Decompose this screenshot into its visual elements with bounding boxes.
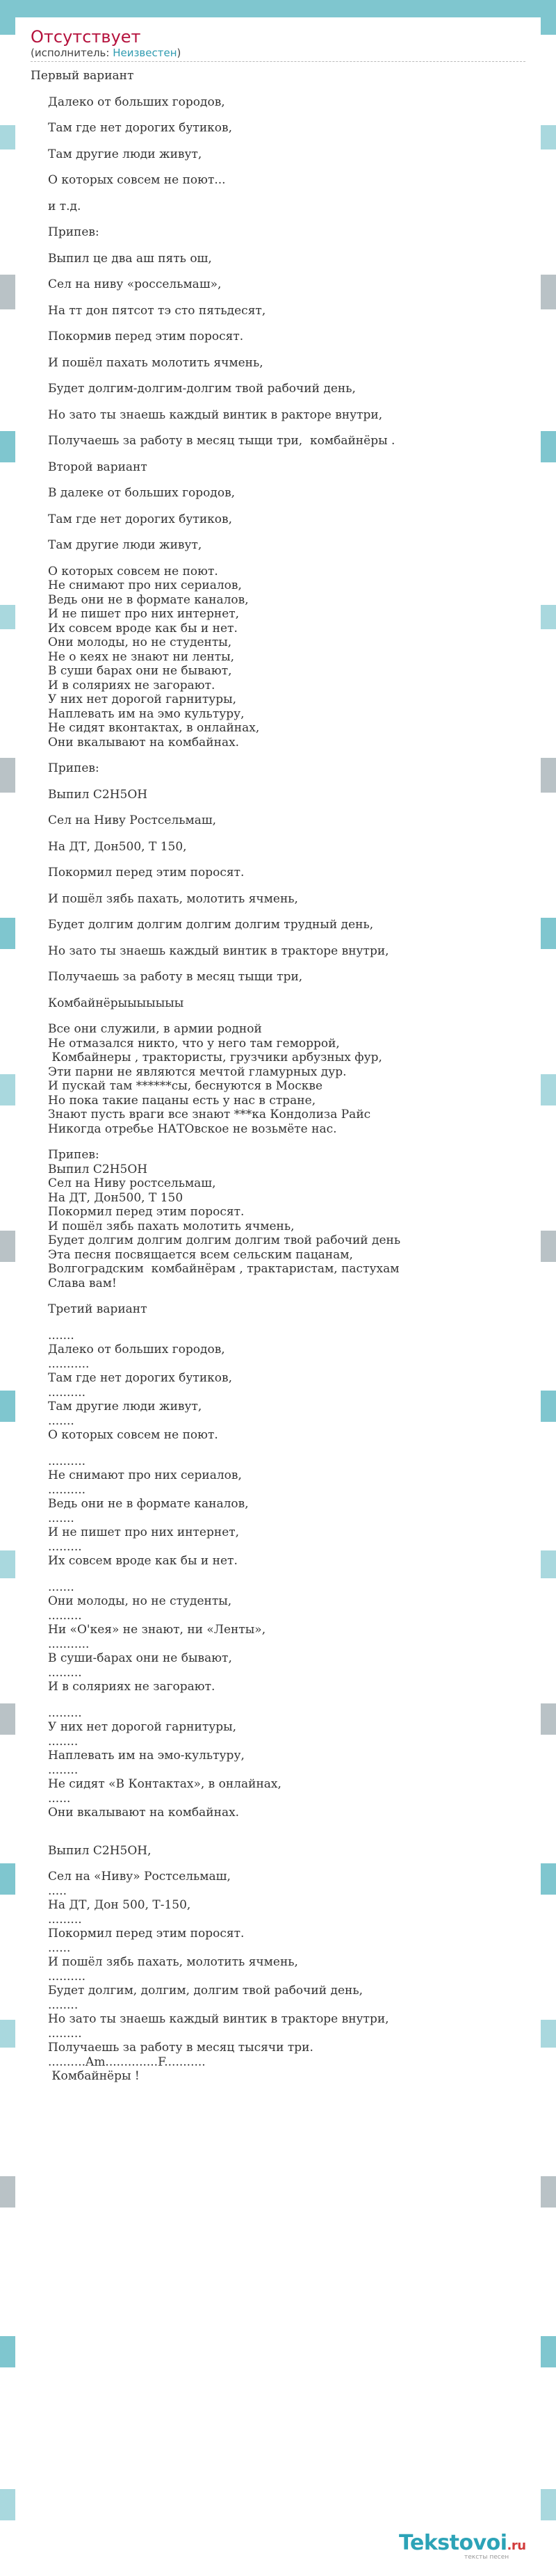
lyric-line: Припев: [48,1148,99,1162]
lyric-line: ..........Am..............F........... [48,2055,206,2069]
lyric-line [31,1136,527,1148]
lyric-line: Припев: [48,225,99,239]
lyric-line: Первый вариант [31,69,134,83]
lyric-line: Там где нет дорогих бутиков, [48,512,232,526]
lyric-line: Они молоды, но не студенты, [48,635,232,649]
logo-tld: .ru [507,2538,526,2553]
lyric-line: Не отмазался никто, что у него там геморрой, [48,1036,340,1051]
lyric-line: И не пишет про них интернет, [48,607,240,621]
lyric-line: На ДТ, Дон500, Т 150, [48,839,187,854]
lyric-line: ....... [48,1511,74,1525]
lyric-line: .......... [48,1454,86,1468]
lyric-line: Будет долгим, долгим, долгим твой рабочий день, [48,1984,363,1998]
lyric-line [31,266,527,277]
lyric-line [31,213,527,225]
lyric-line: Покормил перед этим поросят. [48,1205,245,1219]
lyric-line [31,370,527,382]
lyric-line: И не пишет про них интернет, [48,1525,240,1539]
lyric-line: ......... [48,1608,82,1623]
lyric-line [31,1694,527,1706]
lyric-line: Не о кеях не знают ни ленты, [48,649,235,664]
lyric-line: Они молоды, но не студенты, [48,1594,232,1608]
lyric-line: Сел на ниву «россельмаш», [48,277,222,291]
lyric-line: ......... [48,1912,82,1927]
lyric-line [31,240,527,252]
lyric-line: Наплевать им на эмо-культуру, [48,1749,245,1763]
song-title: Отсутствует [31,27,141,47]
lyric-line: И пошёл пахать молотить ячмень, [48,355,263,370]
lyric-line: Не сидят вконтактах, в онлайнах, [48,721,260,735]
logo-name: Tekstovoi [399,2531,507,2555]
lyric-line: Наплевать им на эмо культуру, [48,706,245,721]
lyric-line: Далеко от больших городов, [48,95,225,109]
lyric-line: Сел на «Ниву» Ростсельмаш, [48,1870,231,1884]
lyric-line: Второй вариант [48,460,147,474]
lyric-line: Не снимают про них сериалов, [48,578,242,592]
lyric-line: Сел на Ниву Ростсельмаш, [48,813,217,827]
lyric-line: Выпил С2Н5ОН, [48,1843,152,1858]
lyric-line [31,985,527,996]
lyrics-text [31,69,527,2084]
site-logo[interactable] [399,2533,526,2557]
lyric-line: Они вкалывают на комбайнах. [48,1806,240,1820]
lyric-line [31,1290,527,1302]
lyric-line: Покормив перед этим поросят. [48,330,244,343]
lyric-line: Покормил перед этим поросят. [48,1927,245,1941]
lyric-line: Выпил це два аш пять ош, [48,251,212,266]
lyric-line: ........ [48,1734,79,1749]
lyric-line: Комбайнёры ! [48,2069,140,2083]
lyric-line: Комбайнеры , трактористы, грузчики арбузных фур, [48,1051,382,1064]
lyric-line: Третий вариант [48,1302,147,1316]
artist-prefix: (исполнитель: [31,47,113,59]
lyric-line: ..... [48,1884,67,1898]
lyric-line: Ни «О'кея» не знают, ни «Ленты», [48,1623,266,1637]
lyric-line: Ведь они не в формате каналов, [48,592,249,607]
lyric-line: .......... [48,1969,86,1984]
lyric-line: Их совсем вроде как бы и нет. [48,1554,238,1568]
lyric-line [31,109,527,121]
lyric-line [31,750,527,761]
lyric-line: Но зато ты знаешь каждый винтик в ракторе внутри, [48,407,383,422]
lyric-line: ........... [48,1356,90,1371]
lyric-line: У них нет дорогой гарнитуры, [48,692,237,706]
lyric-line [31,448,527,460]
lyric-line [31,1443,527,1455]
lyric-line: ...... [48,1941,71,1955]
lyric-line [31,422,527,434]
lyric-line: .......... [48,1482,86,1497]
artist-line [31,47,525,62]
lyric-line: И пошёл зябь пахать, молотить ячмень, [48,1955,298,1969]
lyric-line [31,1820,527,1832]
lyric-line: Не сидят «В Контактах», в онлайнах, [48,1777,281,1791]
lyric-line: Они вкалывают на комбайнах. [48,735,240,750]
lyric-line [31,318,527,330]
lyric-line [31,1010,527,1022]
lyric-line: Там другие люди живут, [48,538,202,552]
lyric-line: Эта песня посвящается всем сельским пацанам, [48,1247,353,1262]
lyric-line: И пошёл зябь пахать молотить ячмень, [48,1219,295,1233]
lyric-line: Выпил С2Н5ОН [48,787,148,802]
artist-suffix: ) [177,47,181,59]
lyric-line: И в соляриях не загорают. [48,1680,215,1694]
lyric-line: И пускай там ******сы, беснуются в Москве [48,1079,323,1093]
lyric-line: Никогда отребье НАТОвское не возьмёте нас. [48,1121,337,1136]
lyric-line [31,344,527,356]
lyric-line [31,553,527,565]
lyric-line [31,776,527,788]
lyric-line: ......... [48,1665,82,1680]
lyric-line [31,1858,527,1870]
lyric-line [31,1317,527,1329]
lyric-line: И в соляриях не загорают. [48,678,215,692]
lyric-line: Получаешь за работу в месяц тысячи три. [48,2041,313,2055]
lyric-line: ....... [48,1580,74,1594]
lyric-line: ....... [48,1413,74,1428]
lyric-line: ........ [48,1998,79,2012]
lyric-line: Получаешь за работу в месяц тыщи три, [48,970,303,984]
lyric-line: О которых совсем не поют. [48,564,218,578]
lyric-line [31,396,527,408]
lyric-line: и т.д. [48,199,81,213]
lyric-line: На ДТ, Дон500, Т 150 [48,1190,183,1205]
lyric-line: Будет долгим долгим долгим долгим трудный день, [48,918,374,932]
lyric-line: Слава вам! [48,1276,117,1290]
lyric-line: В далеке от больших городов, [48,486,236,500]
lyric-line: О которых совсем не поют... [48,173,226,187]
lyric-line: Там где нет дорогих бутиков, [48,121,232,135]
lyric-line: Эти парни не являются мечтой гламурных дур. [48,1064,347,1079]
lyric-line: Там другие люди живут, [48,1400,202,1413]
logo-tagline: тексты песен [464,2554,509,2561]
lyric-line: Ведь они не в формате каналов, [48,1497,249,1511]
artist-link[interactable]: Неизвестен [113,47,177,59]
lyric-line [31,292,527,304]
lyric-line: Будет долгим-долгим-долгим твой рабочий день, [48,382,356,396]
lyric-line: Знают пусть враги все знают ***ка Кондолиза Райс [48,1108,371,1121]
lyric-line: В суши-барах они не бывают, [48,1651,232,1665]
lyric-line [31,802,527,813]
lyric-line [31,958,527,970]
lyric-line: Сел на Ниву ростсельмаш, [48,1176,216,1190]
lyric-line [31,854,527,866]
lyric-line: У них нет дорогой гарнитуры, [48,1720,237,1734]
lyric-line [31,828,527,840]
lyric-line [31,906,527,918]
lyric-line: ......... [48,1706,82,1720]
lyric-line: .......... [48,1385,86,1400]
lyric-line: Но зато ты знаешь каждый винтик в тракторе внутри, [48,2012,389,2026]
lyric-line [31,1569,527,1580]
lyric-line [31,501,527,512]
lyric-line: Но зато ты знаешь каждый винтик в тракторе внутри, [48,943,389,958]
lyrics-card [15,17,541,2569]
lyric-line: ........... [48,1637,90,1651]
lyric-line [31,1832,527,1844]
lyric-line [31,136,527,147]
lyric-line [31,161,527,173]
lyric-line: О которых совсем не поют. [48,1428,218,1442]
lyric-line: Получаешь за работу в месяц тыщи три, комбайнёры . [48,434,395,448]
lyric-line: В суши барах они не бывают, [48,664,232,678]
lyric-line: ...... [48,1791,71,1806]
lyric-line [31,474,527,486]
lyric-line: Там другие люди живут, [48,147,202,161]
lyric-line: И пошёл зябь пахать, молотить ячмень, [48,891,298,906]
lyric-line: Комбайнёрыыыыыыы [48,996,184,1010]
lyric-line: ......... [48,2026,82,2041]
lyric-line: Далеко от больших городов, [48,1343,225,1356]
lyric-line: Не снимают про них сериалов, [48,1468,242,1482]
lyric-line: На тт дон пятсот тэ сто пятьдесят, [48,303,266,318]
lyric-line: Их совсем вроде как бы и нет. [48,621,238,635]
lyric-line: Припев: [48,761,99,775]
lyric-line [31,83,527,95]
lyric-line: ....... [48,1328,74,1343]
lyric-line: Будет долгим долгим долгим долгим твой рабочий день [48,1233,401,1247]
lyric-line [31,526,527,538]
lyric-line: Все они служили, в армии родной [48,1022,262,1036]
lyric-line: ........ [48,1763,79,1777]
lyric-line: ......... [48,1539,82,1554]
lyric-line [31,880,527,892]
lyric-line: Там где нет дорогих бутиков, [48,1371,232,1385]
lyric-line [31,932,527,944]
lyric-line: Но пока такие пацаны есть у нас в стране, [48,1093,316,1108]
lyric-line: Выпил С2Н5ОН [48,1162,148,1176]
lyric-line [31,188,527,200]
lyric-line: Волгоградским комбайнёрам , трактаристам, пастухам [48,1262,400,1276]
lyric-line: На ДТ, Дон 500, Т-150, [48,1898,191,1912]
lyric-line: Покормил перед этим поросят. [48,866,245,880]
